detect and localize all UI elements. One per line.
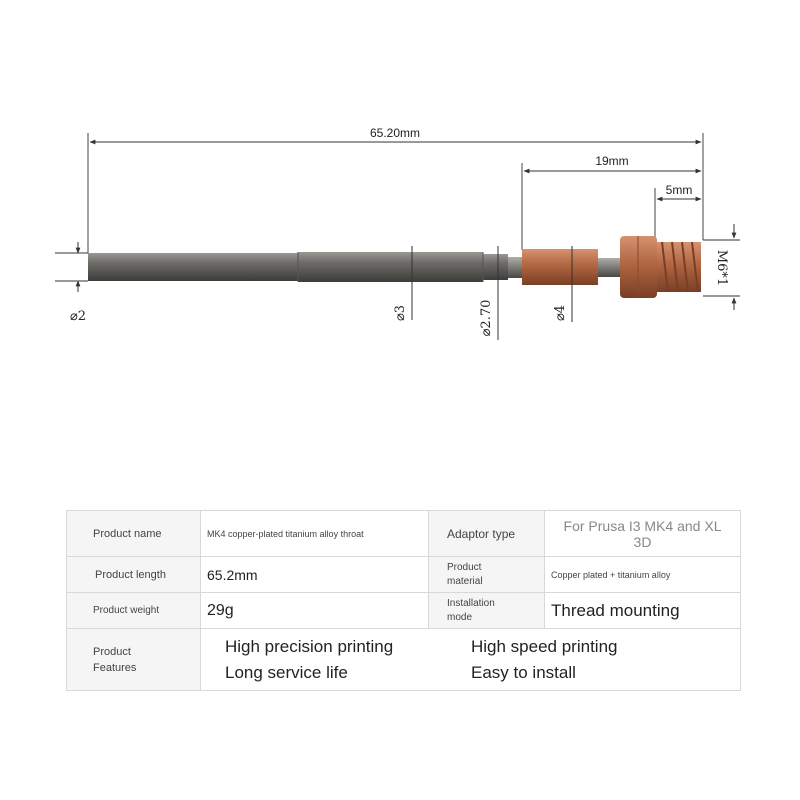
product-material-label-line2: material bbox=[447, 575, 483, 587]
features-list bbox=[201, 637, 740, 683]
installation-mode-label-line2: mode bbox=[447, 611, 473, 623]
product-weight-value: 29g bbox=[201, 593, 429, 629]
product-name-value: MK4 copper-plated titanium alloy throat bbox=[201, 511, 429, 557]
feature-item: High precision printing bbox=[225, 636, 394, 656]
thread-spec-label: M6*1 bbox=[714, 249, 729, 287]
body-diameter-label: ⌀4 bbox=[553, 304, 568, 322]
product-material-value: Copper plated + titanium alloy bbox=[545, 557, 741, 593]
tube-diameter-label: ⌀3 bbox=[393, 304, 408, 322]
installation-mode-label-line1: Installation bbox=[447, 597, 495, 609]
adaptor-type-line1: For Prusa I3 MK4 and XL bbox=[563, 517, 722, 534]
features-cell bbox=[201, 629, 741, 691]
feature-item: High speed printing bbox=[471, 636, 618, 656]
titanium-tube bbox=[88, 252, 508, 282]
neck-diameter-label: ⌀2.70 bbox=[479, 299, 494, 337]
neck bbox=[508, 257, 522, 278]
features-label-line1: Product bbox=[93, 645, 131, 658]
table-row bbox=[67, 629, 741, 691]
product-length-value: 65.2mm bbox=[201, 557, 429, 593]
product-name-label: Product name bbox=[67, 511, 201, 557]
product-material-label bbox=[429, 557, 545, 593]
copper-body bbox=[522, 236, 701, 298]
thread-length-label: 5mm bbox=[665, 183, 693, 197]
spec-table bbox=[66, 510, 741, 691]
tip-diameter-label: ⌀2 bbox=[69, 309, 87, 324]
table-row bbox=[67, 593, 741, 629]
features-label bbox=[67, 629, 201, 691]
product-material-label-line1: Product bbox=[447, 561, 482, 573]
features-label-line2: Features bbox=[93, 661, 137, 674]
product-length-label: Product length bbox=[67, 557, 201, 593]
adaptor-type-label: Adaptor type bbox=[429, 511, 545, 557]
installation-mode-value: Thread mounting bbox=[545, 593, 741, 629]
overall-length-label: 65.20mm bbox=[369, 126, 421, 140]
installation-mode-label bbox=[429, 593, 545, 629]
adaptor-type-line2: 3D bbox=[633, 533, 652, 550]
adaptor-type-value bbox=[545, 511, 741, 557]
table-row bbox=[67, 511, 741, 557]
table-row bbox=[67, 557, 741, 593]
feature-item: Long service life bbox=[225, 662, 348, 682]
product-weight-label: Product weight bbox=[67, 593, 201, 629]
section-length-label: 19mm bbox=[595, 154, 629, 168]
feature-item: Easy to install bbox=[471, 662, 576, 682]
